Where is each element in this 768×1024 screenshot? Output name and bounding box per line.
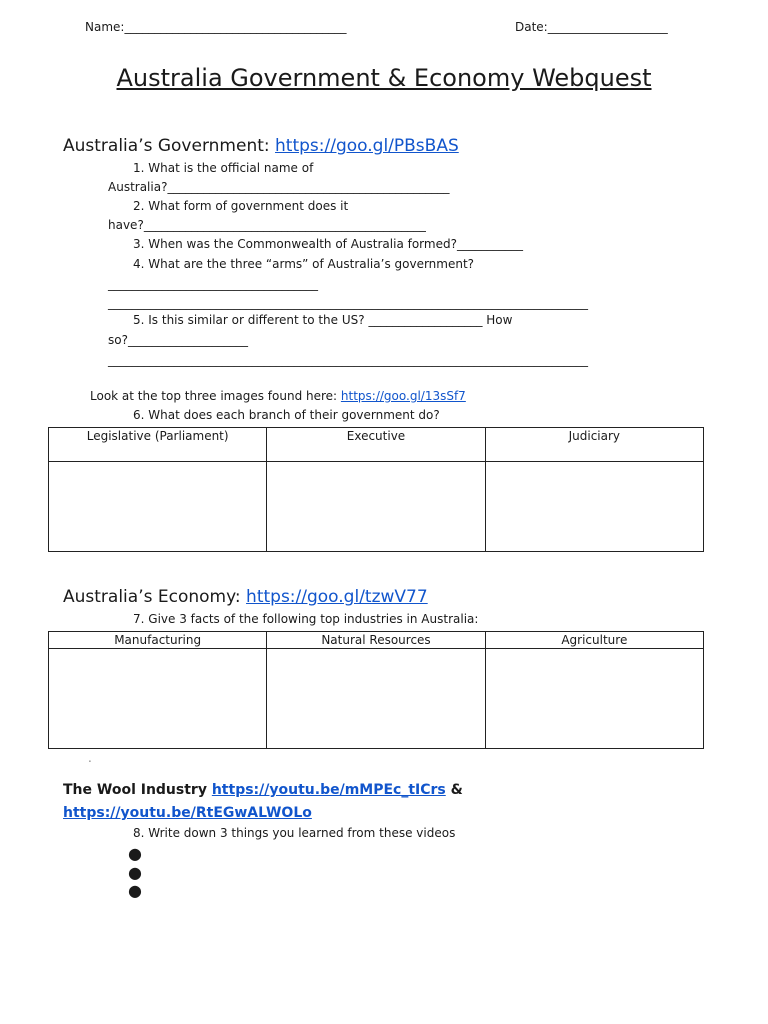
wool-heading-text: The Wool Industry <box>63 782 207 798</box>
question-4-answer-line-1: ___________________________________ <box>108 277 318 291</box>
question-2-answer-line: have?_______________________________________________ <box>108 218 426 232</box>
answer-bullet-1: ● <box>128 844 142 863</box>
table-header-natural-resources: Natural Resources <box>267 632 485 649</box>
wool-second-line <box>63 805 312 821</box>
answer-bullet-2: ● <box>128 863 142 882</box>
question-7: 7. Give 3 facts of the following top industries in Australia: <box>133 612 479 626</box>
answer-bullet-3: ● <box>128 881 142 900</box>
question-5-answer-line-2: ________________________________________________________________________________ <box>108 353 588 367</box>
table-header-executive: Executive <box>267 428 485 462</box>
manufacturing-answer-cell[interactable] <box>49 649 267 749</box>
page-title: Australia Government & Economy Webquest <box>116 64 652 92</box>
question-1-answer-line: Australia?_______________________________________________ <box>108 180 450 194</box>
question-8: 8. Write down 3 things you learned from these videos <box>133 826 456 840</box>
economy-heading <box>63 587 428 607</box>
question-1: 1. What is the official name of <box>133 161 314 175</box>
images-instruction <box>90 389 466 403</box>
table-header-judiciary: Judiciary <box>485 428 703 462</box>
government-heading <box>63 136 459 156</box>
industries-table <box>48 631 704 749</box>
government-branches-table <box>48 427 704 552</box>
wool-ampersand: & <box>450 782 463 798</box>
table-header-manufacturing: Manufacturing <box>49 632 267 649</box>
stray-dot: . <box>88 751 92 765</box>
wool-link-2[interactable]: https://youtu.be/RtEGwALWOLo <box>63 805 312 821</box>
judiciary-answer-cell[interactable] <box>485 462 703 552</box>
question-6: 6. What does each branch of their government do? <box>133 408 440 422</box>
government-heading-text: Australia’s Government: <box>63 136 270 156</box>
wool-link-1[interactable]: https://youtu.be/mMPEc_tICrs <box>211 782 446 798</box>
images-text: Look at the top three images found here: <box>90 389 338 403</box>
date-line: Date:____________________ <box>515 20 668 34</box>
economy-link[interactable]: https://goo.gl/tzwV77 <box>246 587 428 607</box>
legislative-answer-cell[interactable] <box>49 462 267 552</box>
question-5: 5. Is this similar or different to the US? ___________________ How <box>133 313 513 327</box>
images-link[interactable]: https://goo.gl/13sSf7 <box>340 389 466 403</box>
question-3: 3. When was the Commonwealth of Australia formed?___________ <box>133 237 523 251</box>
name-line: Name:_____________________________________ <box>85 20 347 34</box>
wool-heading <box>63 782 463 798</box>
question-4-answer-line-2: ________________________________________________________________________________ <box>108 296 588 310</box>
question-5-answer-line-1: so?____________________ <box>108 333 248 347</box>
agriculture-answer-cell[interactable] <box>485 649 703 749</box>
natural-resources-answer-cell[interactable] <box>267 649 485 749</box>
economy-heading-text: Australia’s Economy: <box>63 587 241 607</box>
government-link[interactable]: https://goo.gl/PBsBAS <box>275 136 459 156</box>
executive-answer-cell[interactable] <box>267 462 485 552</box>
question-4: 4. What are the three “arms” of Australia’s government? <box>133 257 475 271</box>
table-header-legislative: Legislative (Parliament) <box>49 428 267 462</box>
table-header-agriculture: Agriculture <box>485 632 703 649</box>
question-2: 2. What form of government does it <box>133 199 349 213</box>
